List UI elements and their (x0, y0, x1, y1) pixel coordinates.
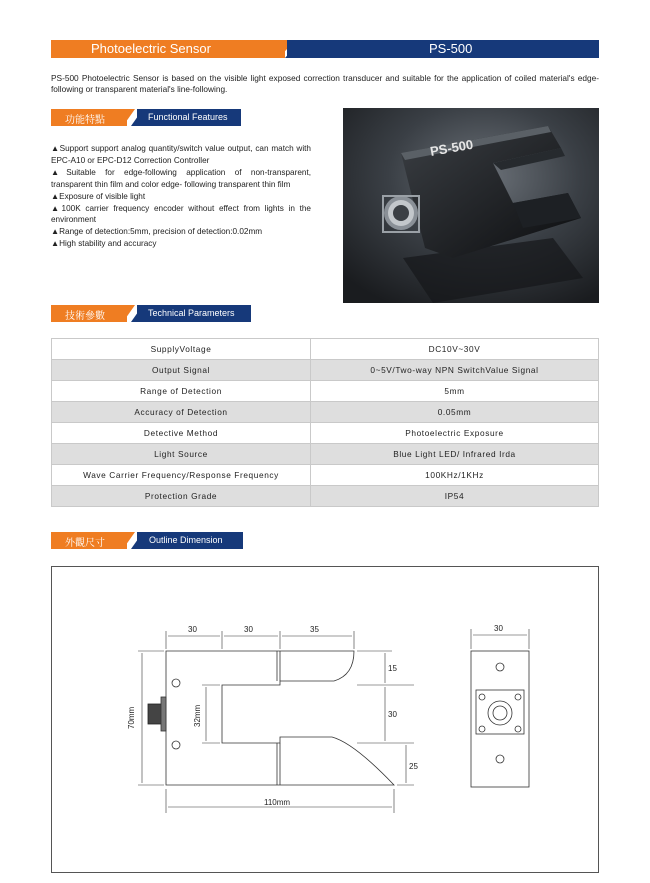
title-banner (51, 40, 599, 58)
dim-right-b: 30 (388, 710, 397, 719)
tag-zh-label: 功能特點 (65, 115, 105, 126)
tag-en-label: Outline Dimension (149, 535, 223, 545)
param-value: 0~5V/Two-way NPN SwitchValue Signal (311, 360, 599, 381)
tag-en-label: Functional Features (148, 112, 228, 122)
feature-item: ▲Suitable for edge-following application of non-transparent, transparent thin film and color edge- following transparent thin film (51, 167, 311, 189)
dim-right-a: 15 (388, 664, 397, 673)
param-value: 0.05mm (311, 402, 599, 423)
dimension-drawing (52, 567, 600, 874)
dim-height: 70mm (127, 706, 136, 729)
feature-item: ▲Exposure of visible light (51, 191, 146, 201)
feature-list (51, 143, 311, 250)
param-name: Range of Detection (52, 381, 311, 402)
param-value: Photoelectric Exposure (311, 423, 599, 444)
table-row (52, 381, 599, 402)
parameters-table (51, 338, 599, 507)
table-row (52, 486, 599, 507)
table-row (52, 465, 599, 486)
dim-top-a: 30 (188, 625, 197, 634)
product-illustration (343, 108, 599, 303)
table-row (52, 402, 599, 423)
param-name: Protection Grade (52, 486, 311, 507)
outline-drawing (51, 566, 599, 873)
tag-zh-label: 外觀尺寸 (65, 538, 105, 549)
product-photo-label: PS-500 (428, 136, 475, 159)
param-value: IP54 (311, 486, 599, 507)
tag-blue-head (131, 109, 143, 126)
feature-item: ▲100K carrier frequency encoder without effect from lights in the environment (51, 203, 311, 225)
feature-item: ▲Range of detection:5mm, precision of detection:0.02mm (51, 227, 263, 237)
param-name: SupplyVoltage (52, 339, 311, 360)
param-name: Wave Carrier Frequency/Response Frequency (52, 465, 311, 486)
section-tag-outline (51, 532, 251, 549)
table-row (52, 444, 599, 465)
tag-blue-head (131, 305, 143, 322)
param-name: Output Signal (52, 360, 311, 381)
param-value: DC10V~30V (311, 339, 599, 360)
table-row (52, 423, 599, 444)
tag-zh-label: 技術參數 (65, 311, 105, 322)
dim-width: 110mm (264, 798, 291, 807)
intro-paragraph: PS-500 Photoelectric Sensor is based on the visible light exposed correction transducer and suitable for the application of coiled material's edge-following or transparent material's line-following. (51, 73, 599, 94)
tag-blue-head (131, 532, 143, 549)
section-tag-technical (51, 305, 251, 322)
model-name: PS-500 (429, 41, 473, 56)
param-value: 5mm (311, 381, 599, 402)
section-tag-features (51, 109, 241, 126)
param-value: Blue Light LED/ Infrared Irda (311, 444, 599, 465)
page-title: Photoelectric Sensor (91, 41, 211, 56)
param-name: Accuracy of Detection (52, 402, 311, 423)
dim-right-c: 25 (409, 762, 418, 771)
param-name: Detective Method (52, 423, 311, 444)
table-row (52, 339, 599, 360)
product-photo (343, 108, 599, 303)
table-row (52, 360, 599, 381)
param-name: Light Source (52, 444, 311, 465)
feature-item: ▲Support support analog quantity/switch value output, can match with EPC-A10 or EPC-D12 Correction Controller (51, 144, 311, 165)
dim-slot: 32mm (193, 704, 202, 727)
dim-top-c: 35 (310, 625, 319, 634)
tag-en-label: Technical Parameters (148, 308, 235, 318)
param-value: 100KHz/1KHz (311, 465, 599, 486)
dim-side-width: 30 (494, 624, 503, 633)
feature-item: ▲High stability and accuracy (51, 239, 157, 249)
dim-top-b: 30 (244, 625, 253, 634)
title-banner-blue-head (285, 40, 301, 58)
